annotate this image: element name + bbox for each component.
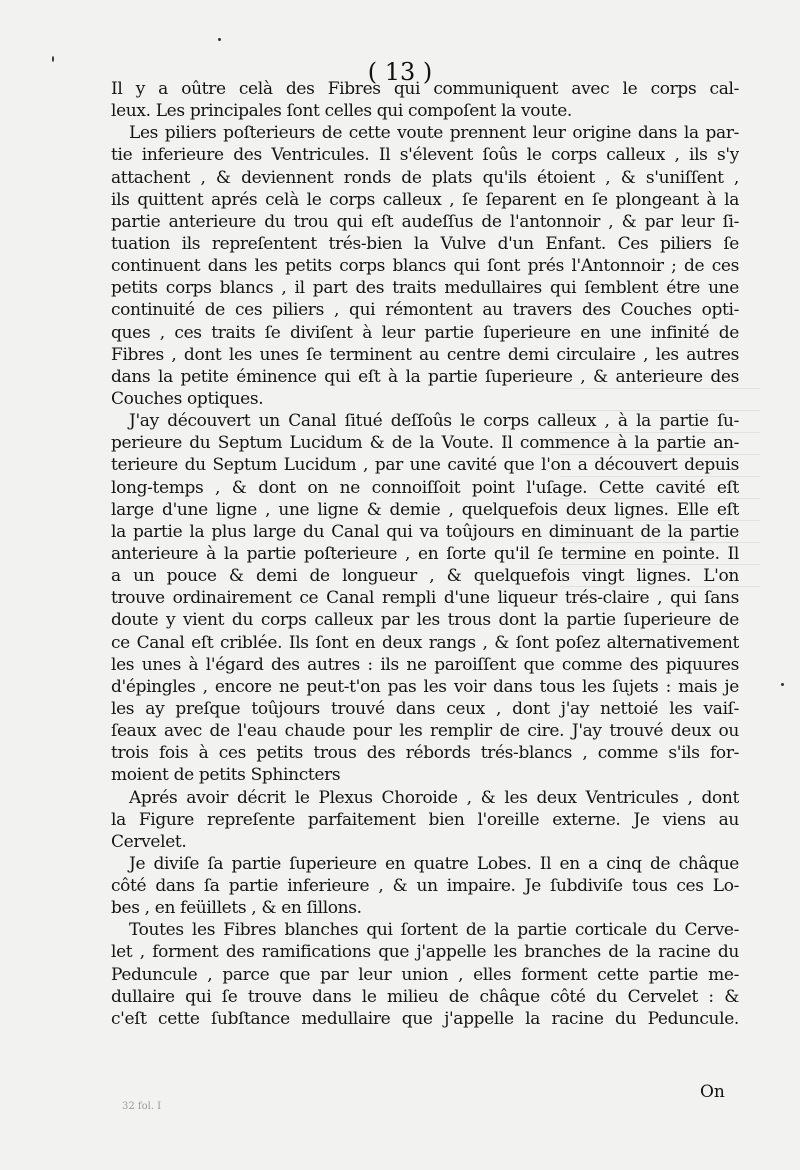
page-number: ( 13 ) <box>367 58 433 86</box>
text-line: Les piliers poſterieurs de cette voute prennent leur origine dans la par- <box>129 123 739 144</box>
text-line: dullaire qui ſe trouve dans le milieu de châque côté du Cervelet : & <box>111 986 739 1007</box>
text-line: Couches optiques. <box>111 388 264 409</box>
text-line: Il y a oûtre celà des Fibres qui communiquent avec le corps cal- <box>111 79 739 99</box>
text-line: tuation ils repreſentent trés-bien la Vulve d'un Enfant. Ces piliers ſe <box>111 233 739 254</box>
text-line: trouve ordinairement ce Canal rempli d'une liqueur trés-claire , qui ſans <box>111 588 739 609</box>
text-line: d'épingles , encore ne peut-t'on pas les voir dans tous les ſujets : mais je <box>111 676 739 697</box>
text-line: la Figure repreſente parfaitement bien l'oreille externe. Je viens au <box>111 809 739 830</box>
text-line: Toutes les Fibres blanches qui ſortent de la partie corticale du Cerve- <box>129 920 739 941</box>
text-line: large d'une ligne , une ligne & demie , quelquefois deux lignes. Elle eſt <box>111 499 739 520</box>
text-line: Aprés avoir décrit le Plexus Choroide , & les deux Ventricules , dont <box>129 787 739 808</box>
text-line: c'eſt cette ſubſtance medullaire que j'appelle la racine du Peduncule. <box>111 1008 739 1029</box>
ink-speck <box>218 38 221 41</box>
text-line: bes , en feüillets , & en ſillons. <box>111 898 362 919</box>
text-line: attachent , & deviennent ronds de plats qu'ils étoient , & s'uniſſent , <box>111 167 739 188</box>
text-line: a un pouce & demi de longueur , & quelquefois vingt lignes. L'on <box>111 566 739 587</box>
text-line: continuité de ces piliers , qui rémontent au travers des Couches opti- <box>111 300 739 321</box>
text-line: ques , ces traits ſe diviſent à leur partie ſuperieure en une infinité de <box>111 322 739 343</box>
text-line: la partie la plus large du Canal qui va toûjours en diminuant de la partie <box>111 521 739 542</box>
catchword: On <box>700 1082 725 1102</box>
text-line: long-temps , & dont on ne connoiſſoit point l'uſage. Cette cavité eſt <box>111 477 739 498</box>
library-mark: 32 fol. I <box>122 1101 162 1112</box>
text-line: tie inferieure des Ventricules. Il s'élevent ſoûs le corps calleux , ils s'y <box>111 145 739 166</box>
text-line: anterieure à la partie poſterieure , en ſorte qu'il ſe termine en pointe. Il <box>111 543 739 564</box>
text-line: moient de petits Sphincters <box>111 765 341 786</box>
text-line: leux. Les principales ſont celles qui compoſent la voute. <box>111 101 572 122</box>
ink-speck <box>781 683 784 686</box>
text-line: les ay preſque toûjours trouvé dans ceux , dont j'ay nettoié les vaiſ- <box>111 698 739 719</box>
text-line: petits corps blancs , il part des traits medullaires qui ſemblent étre une <box>111 278 739 299</box>
body-text <box>111 78 739 1030</box>
text-line: J'ay découvert un Canal ſitué deſſoûs le corps calleux , à la partie ſu- <box>129 411 739 432</box>
ink-speck <box>52 56 54 62</box>
text-line: Peduncule , parce que par leur union , elles forment cette partie me- <box>111 964 739 985</box>
text-line: perieure du Septum Lucidum & de la Voute. Il commence à la partie an- <box>111 433 739 454</box>
text-line: Cervelet. <box>111 831 187 852</box>
text-line: ce Canal eſt criblée. Ils ſont en deux rangs , & ſont poſez alternativement <box>111 632 739 653</box>
text-line: let , forment des ramifications que j'appelle les branches de la racine du <box>111 942 739 963</box>
text-line: terieure du Septum Lucidum , par une cavité que l'on a découvert depuis <box>111 455 739 476</box>
text-line: côté dans ſa partie inferieure , & un impaire. Je ſubdiviſe tous ces Lo- <box>111 876 739 897</box>
text-line: partie anterieure du trou qui eſt audeſſus de l'antonnoir , & par leur ſi- <box>111 211 739 232</box>
text-line: Je diviſe ſa partie ſuperieure en quatre Lobes. Il en a cinq de châque <box>129 853 739 874</box>
text-line: ſeaux avec de l'eau chaude pour les remplir de cire. J'ay trouvé deux ou <box>111 721 739 742</box>
text-line: continuent dans les petits corps blancs qui ſont prés l'Antonnoir ; de ces <box>111 256 739 277</box>
text-line: doute y vient du corps calleux par les trous dont la partie ſuperieure de <box>111 610 739 631</box>
text-line: ils quittent aprés celà le corps calleux , ſe ſeparent en ſe plongeant à la <box>111 189 739 210</box>
text-line: les unes à l'égard des autres : ils ne paroiſſent que comme des piquures <box>111 654 739 675</box>
text-line: trois fois à ces petits trous des rébords trés-blancs , comme s'ils for- <box>111 743 739 764</box>
text-line: dans la petite éminence qui eſt à la partie ſuperieure , & anterieure des <box>111 366 739 387</box>
text-line: Fibres , dont les unes ſe terminent au centre demi circulaire , les autres <box>111 344 739 365</box>
